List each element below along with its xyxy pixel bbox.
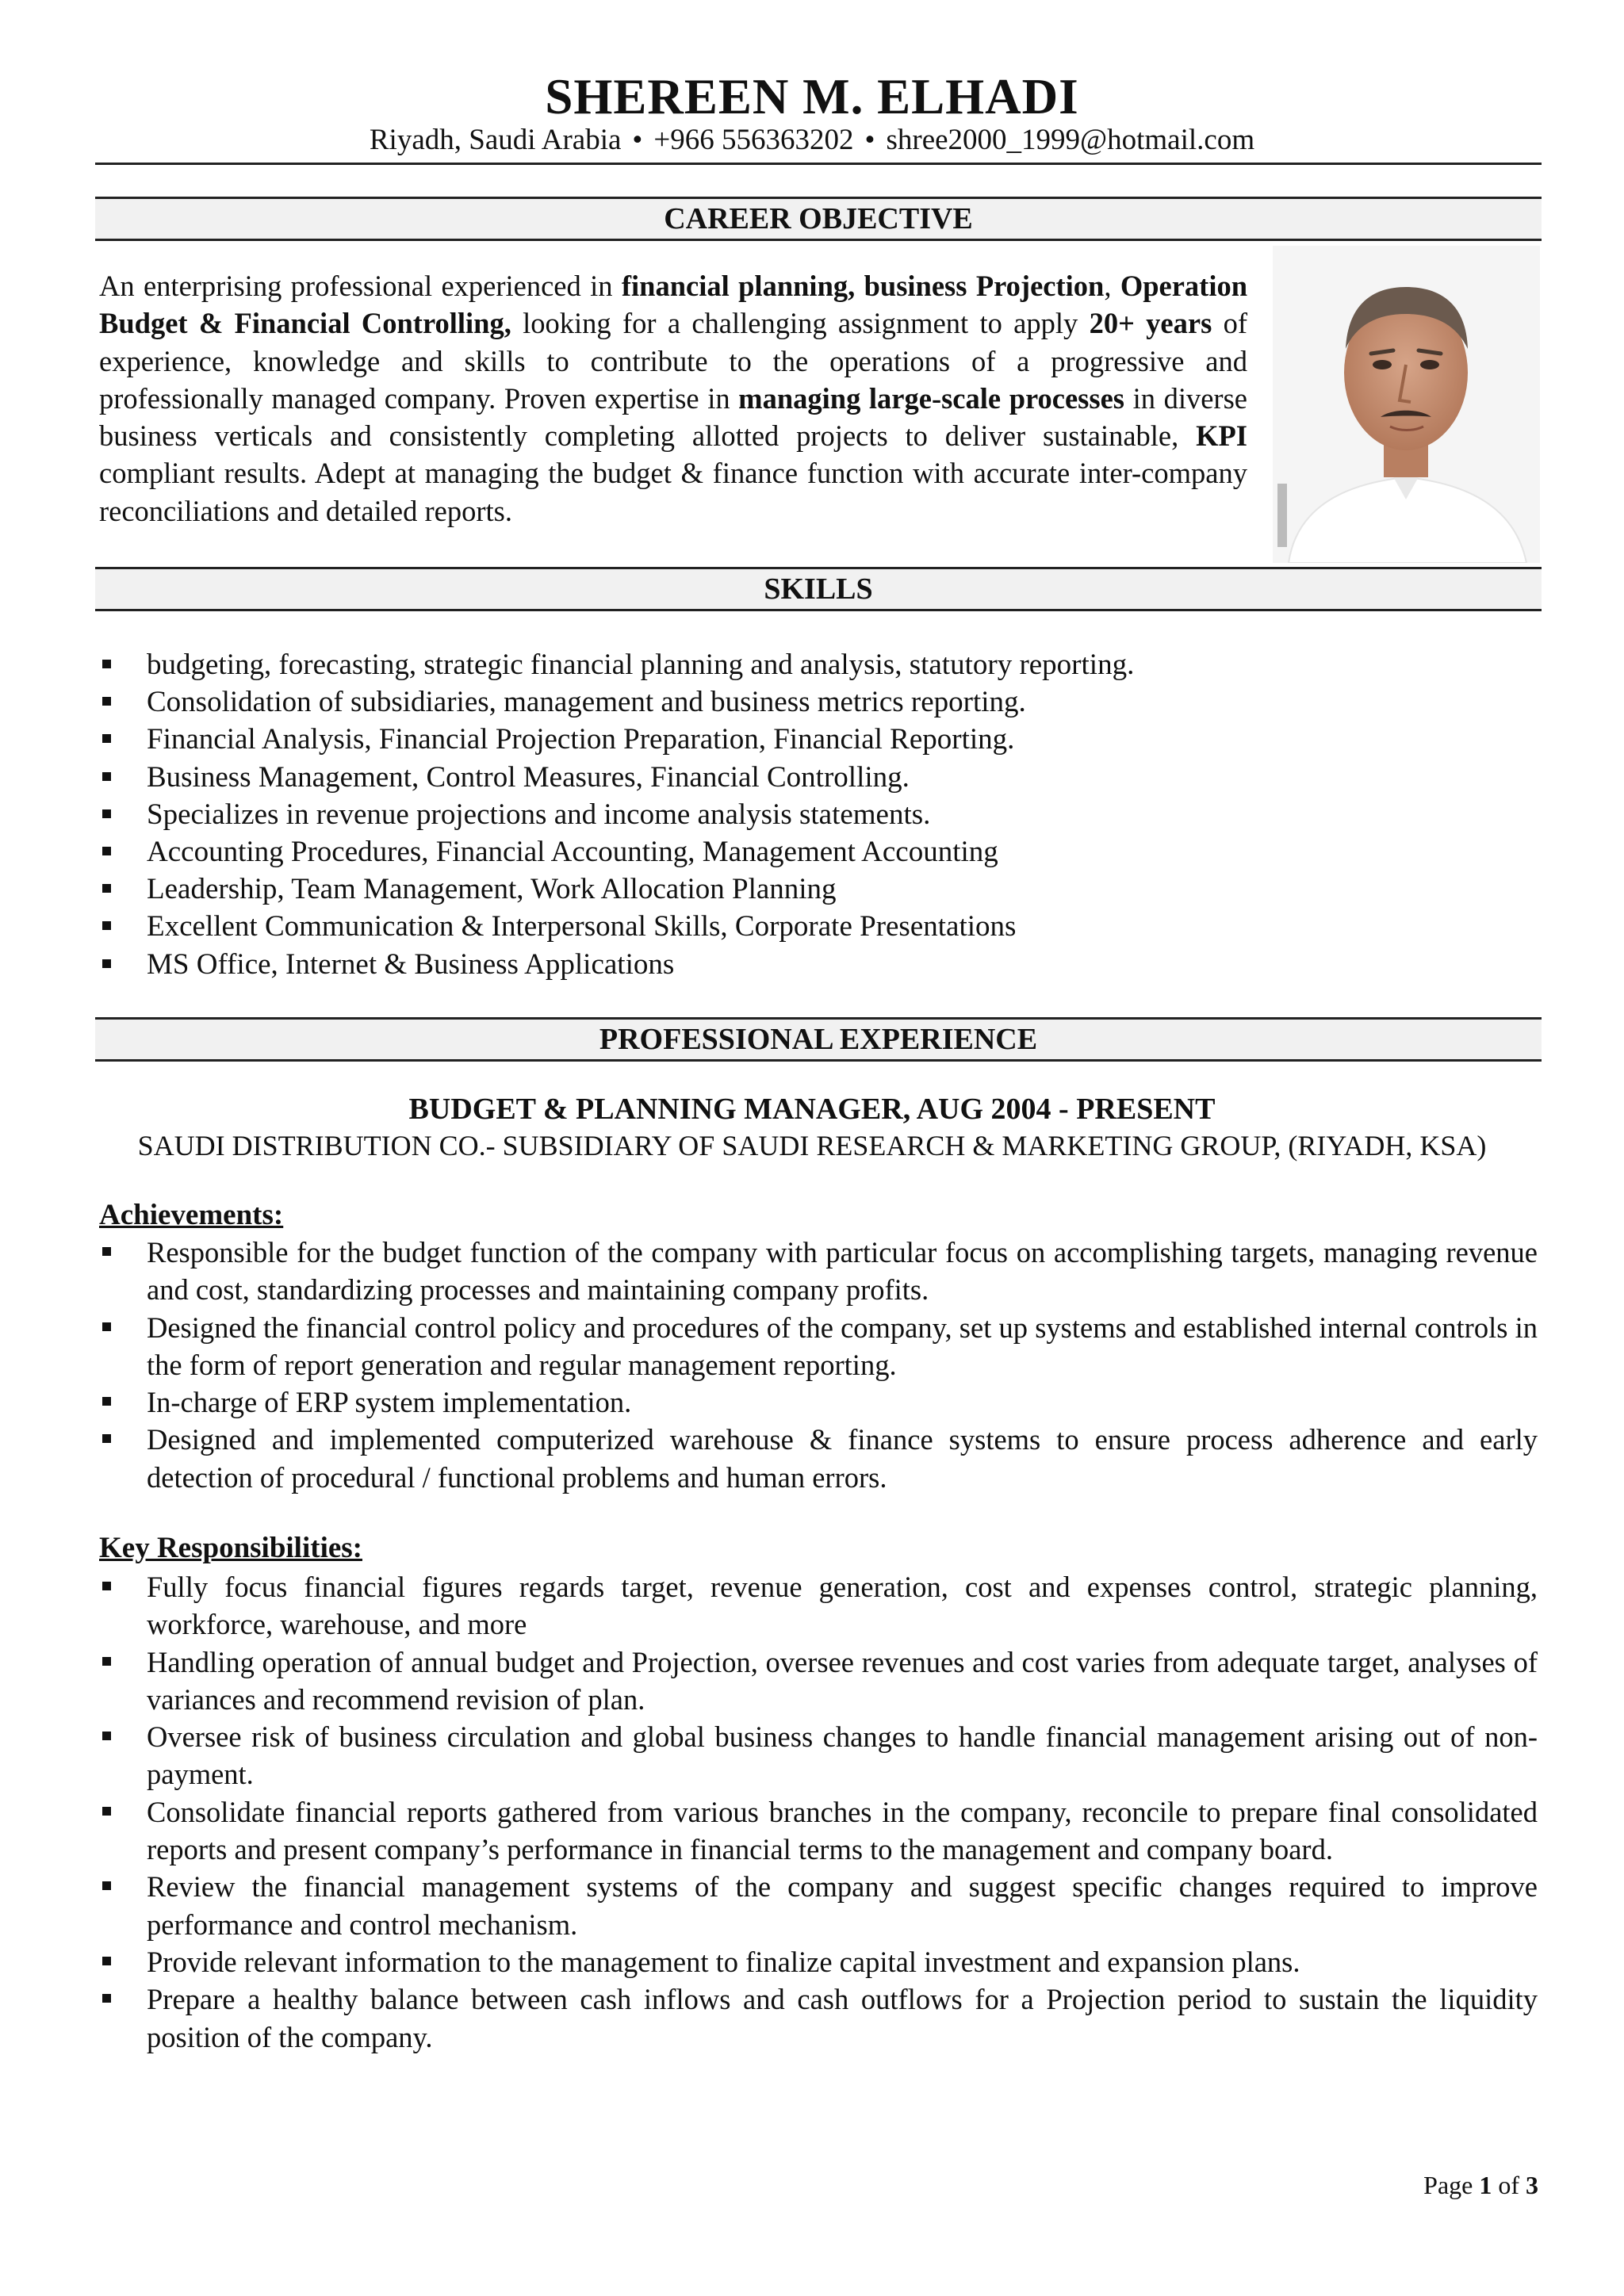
list-item: Consolidate financial reports gathered from various branches in the company, reconcile to prepare final consolidated reports and present company’s performance in financial terms to the management and company board. [99, 1793, 1538, 1869]
list-item: Provide relevant information to the management to finalize capital investment and expansion plans. [99, 1943, 1538, 1980]
list-item: Consolidation of subsidiaries, management and business metrics reporting. [99, 683, 1447, 721]
list-item: Excellent Communication & Interpersonal Skills, Corporate Presentations [99, 908, 1447, 945]
contact-line [0, 122, 1624, 159]
candidate-name: SHEREEN M. ELHADI [545, 69, 1079, 124]
responsibilities-list [99, 1568, 1538, 2056]
header-rule [95, 163, 1542, 165]
company-name: SAUDI DISTRIBUTION CO.- SUBSIDIARY OF SAUDI RESEARCH & MARKETING GROUP, (RIYADH, KSA) [137, 1130, 1487, 1161]
list-item: MS Office, Internet & Business Applications [99, 946, 1447, 983]
key-responsibilities-heading: Key Responsibilities: [99, 1532, 362, 1564]
list-item: Responsible for the budget function of the company with particular focus on accomplishing targets, managing revenue and cost, standardizing processes and maintaining company profits. [99, 1234, 1538, 1309]
section-career-objective: CAREER OBJECTIVE [95, 197, 1542, 241]
list-item: Oversee risk of business circulation and global business changes to handle financial management arising out of non-payment. [99, 1718, 1538, 1793]
section-professional-experience: PROFESSIONAL EXPERIENCE [95, 1017, 1542, 1062]
skills-list [99, 646, 1447, 983]
profile-photo [1273, 246, 1540, 563]
list-item: Designed and implemented computerized warehouse & finance systems to ensure process adherence and early detection of procedural / functional problems and human errors. [99, 1421, 1538, 1496]
list-item: Designed the financial control policy and procedures of the company, set up systems and established internal controls in the form of report generation and regular management reporting. [99, 1309, 1538, 1384]
list-item: Prepare a healthy balance between cash inflows and cash outflows for a Projection period to sustain the liquidity position of the company. [99, 1980, 1538, 2056]
email[interactable]: shree2000_1999@hotmail.com [886, 124, 1255, 156]
achievements-list [99, 1234, 1538, 1496]
list-item: Fully focus financial figures regards target, revenue generation, cost and expenses control, strategic planning, workforce, warehouse, and more [99, 1568, 1538, 1644]
list-item: Financial Analysis, Financial Projection Preparation, Financial Reporting. [99, 721, 1447, 758]
section-skills: SKILLS [95, 567, 1542, 611]
list-item: Accounting Procedures, Financial Accounting, Management Accounting [99, 833, 1447, 871]
list-item: Specializes in revenue projections and income analysis statements. [99, 796, 1447, 833]
achievements-heading: Achievements: [99, 1199, 284, 1231]
list-item: Leadership, Team Management, Work Allocation Planning [99, 871, 1447, 908]
list-item: Handling operation of annual budget and Projection, oversee revenues and cost varies from adequate target, analyses of variances and recommend revision of plan. [99, 1644, 1538, 1719]
career-objective-text: An enterprising professional experienced in financial planning, business Projection, Operation Budget & Financial Controlling, looking for a challenging assignment to apply 20+ years of experience, knowledge and skills to contribute to the operations of a progressive and professionally managed company. Proven expertise in managing large-scale processes in diverse business verticals and consistently completing allotted projects to deliver sustainable, KPI compliant results. Adept at managing the budget & finance function with accurate inter-company reconciliations and detailed reports. [99, 270, 1248, 527]
separator: • [864, 124, 875, 156]
list-item: In-charge of ERP system implementation. [99, 1383, 1538, 1421]
job-title: BUDGET & PLANNING MANAGER, AUG 2004 - PRESENT [408, 1093, 1216, 1126]
list-item: budgeting, forecasting, strategic financial planning and analysis, statutory reporting. [99, 646, 1447, 683]
separator: • [632, 124, 643, 156]
list-item: Review the financial management systems of the company and suggest specific changes required to improve performance and control mechanism. [99, 1868, 1538, 1943]
list-item: Business Management, Control Measures, Financial Controlling. [99, 759, 1447, 796]
phone: +966 556363202 [653, 124, 854, 156]
location: Riyadh, Saudi Arabia [369, 124, 622, 156]
profile-photo-image [1273, 246, 1540, 563]
page-number: Page 1 of 3 [1423, 2171, 1538, 2199]
